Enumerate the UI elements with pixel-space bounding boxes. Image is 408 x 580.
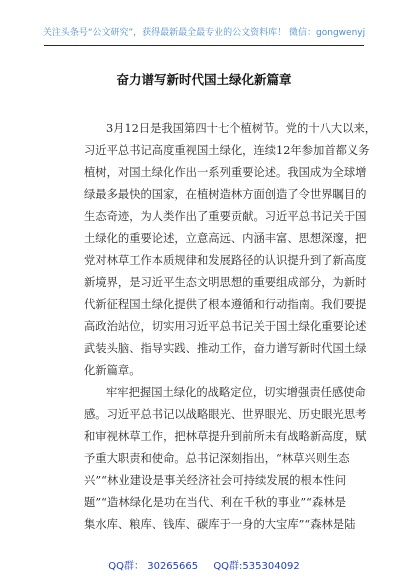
body-text-line: 兴”“林业建设是事关经济社会可持续发展的根本性问 — [84, 474, 346, 487]
body-text-line: 和审视林草工作，把林草提升到前所未有战略新高度，赋 — [84, 430, 367, 443]
body-text-line: 生态奇迹，为人类作出了重要贡献。习近平总书记关于国 — [84, 210, 367, 223]
footer-qq-group-2: QQ群:535304092 — [213, 561, 300, 572]
header-promo-text: 关注头条号“公文研究”，获得最新最全最专业的公文资料库！ 微信：gongwenyj — [42, 28, 366, 38]
body-text-line: 绿最多最快的国家，在植树造林方面创造了令世界瞩目的 — [84, 188, 367, 201]
body-text-line: 新境界，是习近平生态文明思想的重要组成部分，为新时 — [84, 276, 367, 289]
body-text-line: 予重大职责和使命。总书记深刻指出，“林草兴则生态 — [84, 452, 350, 465]
body-text-line: 植树，对国土绿化作出一系列重要论述。我国成为全球增 — [84, 166, 367, 179]
body-text-line: 代新征程国土绿化提供了根本遵循和行动指南。我们要提 — [84, 298, 367, 311]
document-title: 奋力谱写新时代国土绿化新篇章 — [116, 72, 292, 87]
body-text-line: 习近平总书记高度重视国土绿化，连续12年参加首都义务 — [84, 144, 370, 157]
body-text-line: 3月12日是我国第四十七个植树节。党的十八大以来， — [106, 122, 377, 135]
body-text-line: 高政治站位，切实用习近平总书记关于国土绿化重要论述 — [84, 320, 367, 333]
body-text-line: 党对林草工作本质规律和发展路径的认识提升到了新高度 — [84, 254, 367, 267]
body-text-line: 牢牢把握国土绿化的战略定位，切实增强责任感使命 — [106, 386, 366, 399]
body-text-line: 化新篇章。 — [84, 364, 141, 377]
header-divider — [44, 45, 364, 46]
footer-qq-group-1: QQ群： 30265665 — [108, 561, 199, 572]
body-text-line: 题”“造林绿化是功在当代、利在千秋的事业”“森林是 — [84, 496, 346, 509]
footer-contact — [0, 560, 408, 574]
body-text-line: 感。习近平总书记以战略眼光、世界眼光、历史眼光思考 — [84, 408, 367, 421]
body-text-line: 武装头脑、指导实践、推动工作，奋力谱写新时代国土绿 — [84, 342, 367, 355]
body-text-line: 土绿化的重要论述，立意高远、内涵丰富、思想深邃，把 — [84, 232, 367, 245]
body-text-line: 集水库、粮库、钱库、碳库于一身的大宝库”“森林是陆 — [84, 518, 356, 531]
document-body — [84, 118, 377, 536]
